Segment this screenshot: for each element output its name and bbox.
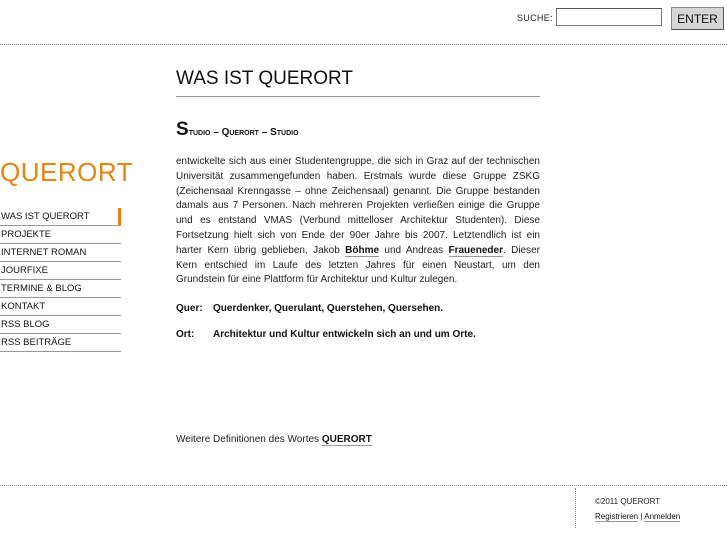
fraueneder-link[interactable]: Fraueneder	[448, 244, 503, 256]
header-divider	[0, 44, 727, 45]
definition-term-quer: Quer:	[176, 303, 203, 315]
subtitle-separator-2: –	[258, 127, 271, 138]
page-title: WAS IST QUERORT	[176, 68, 540, 97]
footer-separator-line	[575, 488, 576, 528]
definition-text-quer: Querdenker, Querulant, Querstehen, Quersehen.	[213, 303, 444, 315]
sidebar-item-projekte[interactable]: PROJEKTE	[0, 226, 121, 244]
footer-link-separator: |	[638, 512, 645, 521]
subtitle-word-1: tudio	[188, 127, 211, 138]
top-bar	[0, 0, 727, 44]
main-content	[176, 68, 541, 445]
footer-divider	[0, 485, 727, 486]
definition-quer	[176, 303, 540, 314]
sidebar-item-was-ist-querort[interactable]: WAS IST QUERORT	[0, 208, 121, 226]
definition-term-ort: Ort:	[176, 329, 195, 341]
more-definitions	[176, 434, 372, 445]
more-definitions-link[interactable]: QUERORT	[321, 434, 372, 445]
page-subtitle	[176, 119, 540, 141]
register-link[interactable]: Registrieren	[595, 512, 639, 521]
intro-text-3: . Dieser Kern entschied im Laufe des letzten Jahres für einen Neustart, um den Grundstein für eine Plattform für Architektur und Kultur zulegen.	[176, 244, 541, 286]
search-label: SUCHE:	[517, 13, 553, 23]
sidebar-item-jourfixe[interactable]: JOURFIXE	[0, 262, 121, 280]
subtitle-separator-1: –	[210, 127, 222, 138]
subtitle-word-2: uerort	[229, 127, 259, 138]
site-logo[interactable]: QUERORT	[0, 157, 134, 187]
copyright-text: ©2011 QUERORT	[595, 497, 661, 506]
intro-paragraph	[176, 155, 540, 288]
boehme-link[interactable]: Böhme	[345, 244, 380, 256]
definition-ort	[176, 329, 540, 340]
sidebar-item-kontakt[interactable]: KONTAKT	[0, 298, 121, 316]
subtitle-initial-1: S	[176, 119, 189, 140]
footer-links	[595, 509, 680, 524]
subtitle-word-3: tudio	[276, 127, 299, 138]
login-link[interactable]: Anmelden	[644, 512, 681, 521]
search-button[interactable]: ENTER	[671, 7, 724, 30]
footer	[595, 494, 680, 524]
search-input[interactable]	[556, 8, 662, 26]
intro-text-1: entwickelte sich aus einer Studentengruppe, die sich in Graz auf der technischen Universität zusammengefunden haben. Erstmals wurde diese Gruppe ZSKG (Zeichensaal Krenngasse – ohne Zeichensaal) genannt. Die Gruppe bestanden damals aus 7 Personen. Nach mehreren Projekten verließen einige die Gruppe und es entstand VMAS (Verbund mittelloser Architektur Studenten). Diese Fortsetzung hielt sich von Ende der 90er Jahre bis 2007. Letztendlich ist ein harter Kern übrig geblieben, Jakob	[176, 156, 540, 256]
definition-text-ort: Architektur und Kultur entwickeln sich an und um Orte.	[213, 329, 476, 341]
sidebar-nav	[0, 208, 121, 352]
sidebar-item-rss-blog[interactable]: RSS BLOG	[0, 316, 121, 334]
more-definitions-text: Weitere Definitionen des Wortes	[176, 434, 322, 445]
sidebar-item-internet-roman[interactable]: INTERNET ROMAN	[0, 244, 121, 262]
subtitle-initial-2: Q	[221, 127, 230, 138]
intro-text-2: und Andreas	[379, 244, 449, 256]
subtitle-initial-3: S	[270, 127, 277, 138]
sidebar-item-termine-blog[interactable]: TERMINE & BLOG	[0, 280, 121, 298]
sidebar-item-rss-beitraege[interactable]: RSS BEITRÄGE	[0, 334, 121, 352]
